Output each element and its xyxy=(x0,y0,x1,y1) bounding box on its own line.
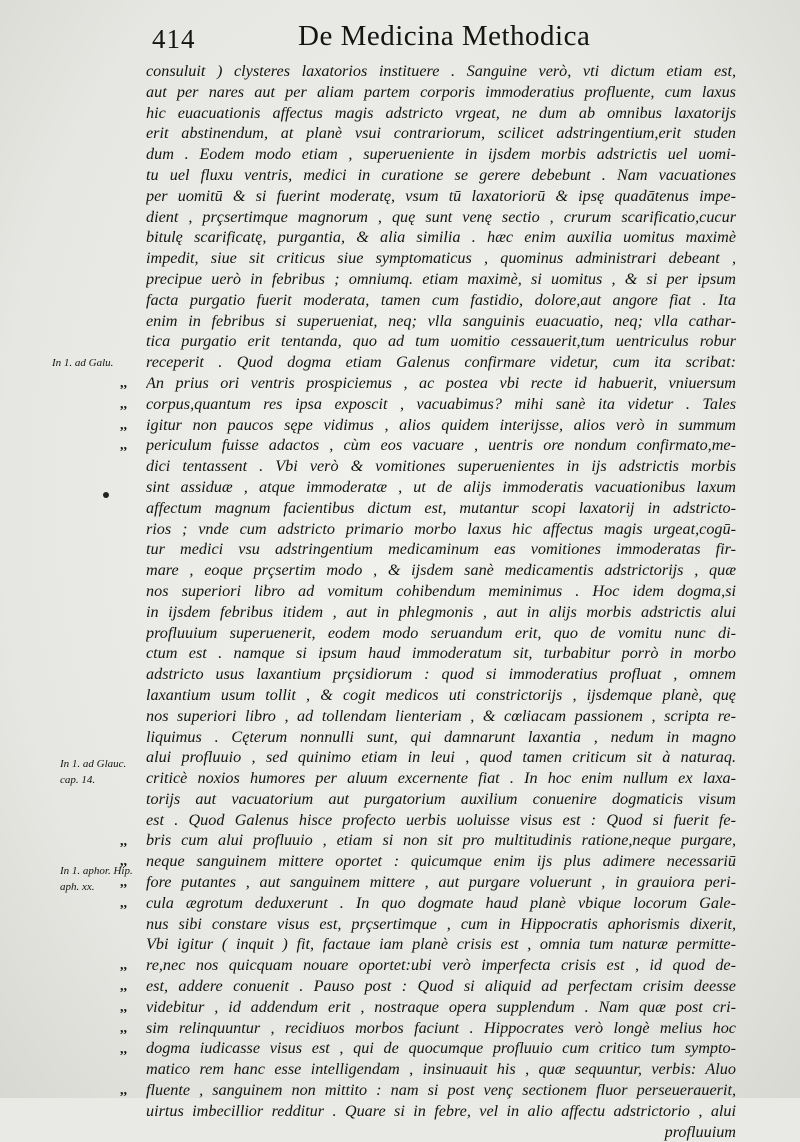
text-line: rios ; vnde cum adstricto primario morbo laxus hic affectus magis urgeat,cogū- xyxy=(146,519,736,538)
text-line: criticè noxios humores per aluum excernente fiat . In hoc enim nullum ex laxa- xyxy=(146,769,736,788)
text-line: est, addere conuenit . Pauso post : Quod si aliquid ad perfectam crisim deesse xyxy=(146,977,736,996)
quote-mark: ,, xyxy=(120,417,127,433)
text-line: igitur non paucos sępe vidimus , alios quidem interijsse, alios verò in summum xyxy=(146,415,736,434)
text-line: profluuium superuenerit, eodem modo seruandum erit, quo de vomitu nunc di- xyxy=(146,623,736,642)
text-line: impedit, siue sit criticus siue symptomaticus , quominus administrari debeant , xyxy=(146,249,736,268)
text-line: matico rem hanc esse intelligendam , insinuauit his , quæ sequuntur, verbis: Aluo xyxy=(146,1060,736,1079)
text-line: neque sanguinem mittere oportet : quicumque enim ijs plus adimere necessariū xyxy=(146,852,736,871)
margin-note: aph. xx. xyxy=(60,881,95,893)
text-line: per uomitū & si fuerint moderatę, vsum tū laxatoriorū & ipsę quadātenus impe- xyxy=(146,186,736,205)
text-line: videbitur , id addendum erit , nostraque opera supplendum . Nam quæ post cri- xyxy=(146,997,736,1016)
quote-mark: ,, xyxy=(120,1020,127,1036)
text-line: in ijsdem febribus itidem , aut in phlegmonis , aut in alijs morbis adstrictis alui xyxy=(146,602,736,621)
text-line: mare , eoque prçsertim modo , & ijsdem sanè medicamentis adstrictorijs , quæ xyxy=(146,561,736,580)
quote-mark: ,, xyxy=(120,854,127,870)
margin-note: In 1. ad Glauc. xyxy=(60,758,127,770)
text-line: hic euacuationis affectus magis adstricto vrgeat, ne dum ab omnibus laxatorijs xyxy=(146,103,736,122)
text-line: enim in febribus si superueniat, neq; vlla sanguinis euacuatio, neq; vlla cathar- xyxy=(146,311,736,330)
margin-note: cap. 14. xyxy=(60,774,96,786)
quote-mark: ,, xyxy=(120,896,127,911)
quote-mark: ,, xyxy=(120,376,127,391)
text-line: alui profluuio , sed quinimo etiam in leui , quod tamen criticum sit à naturaq. xyxy=(146,748,736,767)
text-line: torijs aut vacuatorium aut purgatorium auxilium conuenire dogmaticis visum xyxy=(146,789,736,808)
text-line: dient , prçsertimque magnorum , quę sunt venę sectio , crurum scarificatio,cucur xyxy=(146,207,736,226)
catchword: profluuium xyxy=(664,1122,736,1141)
text-line: est . Quod Galenus hisce profecto uerbis uoluisse visus est : Quod si fuerit fe- xyxy=(146,810,736,829)
text-line: corpus,quantum res ipsa exposcit , vacuabimus? mihi sanè ita videtur . Tales xyxy=(146,394,736,413)
quote-mark: ,, xyxy=(120,833,127,849)
text-line: consuluit ) clysteres laxatorios instituere . Sanguine verò, vti dictum etiam est, xyxy=(146,62,736,80)
page-header xyxy=(0,18,800,58)
text-line: sint assiduæ , atque immoderatæ , ut de alijs immoderatis vacuationibus laxum xyxy=(146,477,736,496)
text-line: An prius ori ventris prospiciemus , ac postea vbi recte id habuerit, vniuersum xyxy=(146,373,736,392)
text-line: erit abstinendum, at planè vsui contrariorum, scilicet adstringentium,erit studen xyxy=(146,124,736,143)
text-line: bris cum alui profluuio , etiam si non sit pro multitudinis ratione,neque purgare, xyxy=(146,831,736,850)
text-line: fluente , sanguinem non mittito : nam si post venç sectionem fluor perseuerauerit, xyxy=(146,1081,736,1100)
text-line: periculum fuisse adactos , cùm eos vacuare , uentris ore nondum confirmato,me- xyxy=(146,436,736,455)
quote-mark: ,, xyxy=(120,958,127,974)
page-number: 414 xyxy=(152,24,196,54)
text-line: laxantium usum tollit , & cogit medicos uti constrictorijs , ijsdemque planè, quę xyxy=(146,685,736,704)
margin-note: In 1. ad Galu. xyxy=(52,357,114,369)
text-line: nos superiori libro , ad tollendam lienteriam , & cœliacam passionem , scripta re- xyxy=(146,706,736,725)
text-line: fore putantes , aut sanguinem mittere , aut purgare voluerunt , in grauiora peri- xyxy=(146,873,736,892)
text-line: ctum est . namque si ipsum haud immoderatum sit, turbabitur porrò in morbo xyxy=(146,644,736,663)
text-line: cula ægrotum deduxerunt . In quo dogmate haud planè vbique locorum Gale- xyxy=(146,893,736,912)
body-text xyxy=(146,61,736,1142)
ink-dot-mark xyxy=(103,492,109,498)
text-line: dici tentassent . Vbi verò & vomitiones superuenientes in ijs adstrictis morbis xyxy=(146,457,736,476)
text-line: nos superiori libro ad vomitum cohibendum meminimus . Hoc idem dogma,si xyxy=(146,581,736,600)
text-line: dogma iudicasse visus est , qui de quocumque profluuio cum critico tum sympto- xyxy=(146,1039,736,1058)
quote-mark: ,, xyxy=(120,979,127,995)
text-line: affectum magnum facientibus dictum est, mutantur scopi laxatorij in adstricto- xyxy=(146,498,736,517)
text-line: re,nec nos quicquam nouare oportet:ubi verò imperfecta crisis est , id quod de- xyxy=(146,956,736,975)
quote-mark: ,, xyxy=(120,1083,127,1099)
text-line: adstricto usus laxantium prçsidiorum : quod si immoderatius profluat , omnem xyxy=(146,665,736,684)
text-line: aut per nares aut per aliam partem corporis immoderatius profluente, cum laxus xyxy=(146,82,736,101)
quote-mark: ,, xyxy=(120,875,127,891)
quote-mark: ,, xyxy=(120,1000,127,1015)
margin-note: In 1. aphor. Hip. xyxy=(60,865,133,877)
quote-mark: ,, xyxy=(120,396,127,412)
text-line: precipue uerò in febribus ; omniumq. etiam maximè, si uomitus , & si per ipsum xyxy=(146,269,736,288)
text-line: bitulę scarificatę, purgantia, & alia similia . hæc enim auxilia uomitus maximè xyxy=(146,228,736,247)
quote-mark: ,, xyxy=(120,1041,127,1057)
text-line: facta purgatio fuerit moderata, tamen cum fastidio, dolore,aut angore fiat . Ita xyxy=(146,290,736,309)
text-line: sim relinquuntur , recidiuos morbos faciunt . Hippocrates verò longè melius hoc xyxy=(146,1018,736,1037)
text-line: liquimus . Cęterum nonnulli sunt, qui damnarunt laxantia , nedum in magno xyxy=(146,727,736,746)
text-line: Vbi igitur ( inquit ) fit, factaue iam planè crisis est , omnia tum naturæ permitte- xyxy=(146,935,736,954)
text-line: tur medici vsu adstringentium medicaminum eas vomitiones immoderatas fir- xyxy=(146,540,736,559)
text-line: tu uel fluxu ventris, medici in curatione se gerere debebunt . Nam vacuationes xyxy=(146,165,736,184)
text-line: uirtus imbecillior redditur . Quare si in febre, vel in alio affectu adstrictorio , alui xyxy=(146,1101,736,1120)
text-line: dum . Eodem modo etiam , superueniente in ijsdem morbis adstrictis uel uomi- xyxy=(146,145,736,164)
text-line: nus sibi constare visus est, prçsertimque , cum in Hippocratis aphorismis dixerit, xyxy=(146,914,736,933)
text-line: receperit . Quod dogma etiam Galenus confirmare videtur, cum ita scribat: xyxy=(146,353,736,372)
running-title: De Medicina Methodica xyxy=(298,20,591,52)
text-line: tica purgatio erit tentanda, quo ad tum uomitio cessauerit,tum uentriculus robur xyxy=(146,332,736,351)
quote-mark: ,, xyxy=(120,438,127,454)
